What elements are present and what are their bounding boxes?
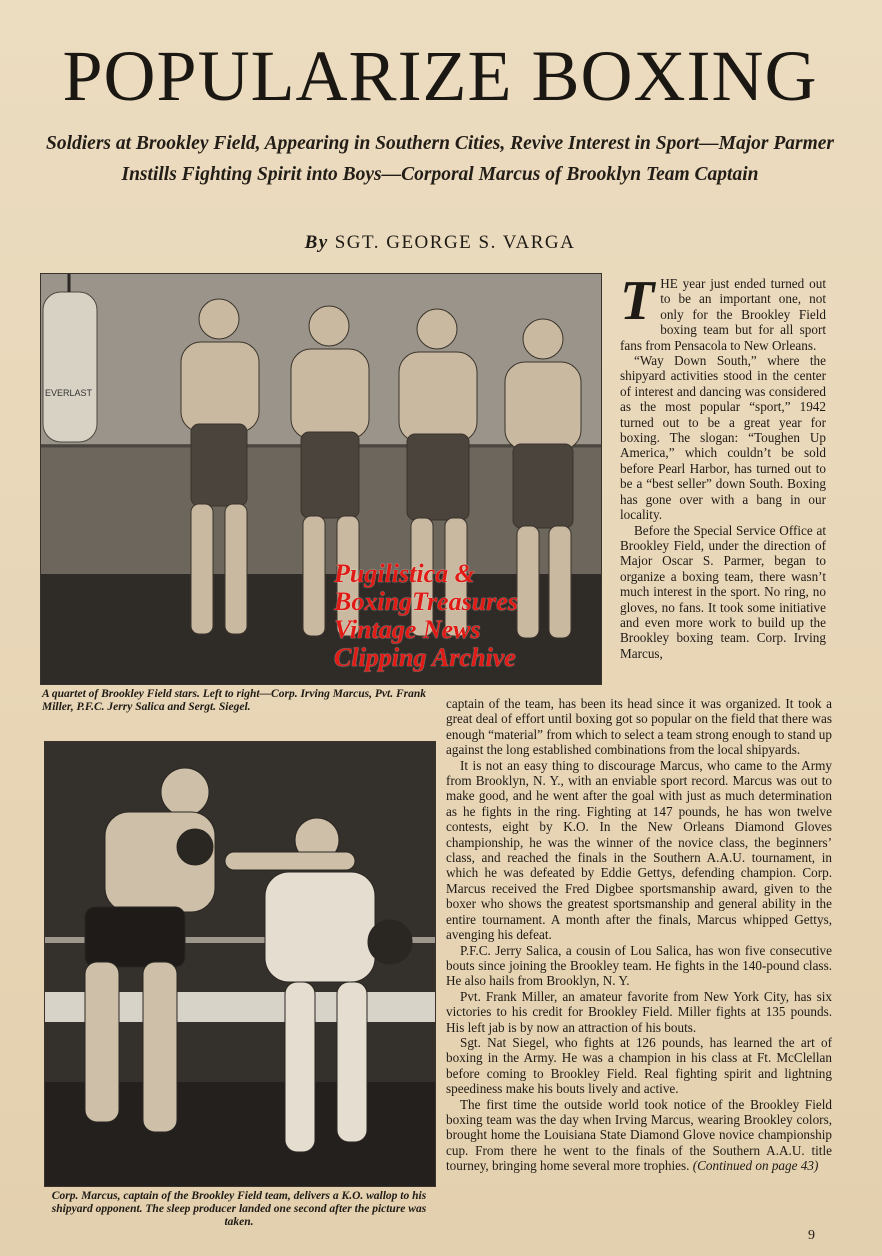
article-deck: Soldiers at Brookley Field, Appearing in Southern Cities, Revive Interest in Sport—Major Parmer Instills Fighting Spirit into Boys—Corporal Marcus of Brooklyn Team Captain: [45, 133, 835, 185]
byline: [30, 232, 850, 254]
watermark-line-4: Clipping Archive: [334, 643, 516, 672]
paragraph-1-text: HE year just ended turned out to be an important one, not only for the Brookley Field boxing team but for all sport fans from Pensacola to New Orleans.: [620, 276, 826, 353]
paragraph-3b: captain of the team, has been its head since it was organized. It took a great deal of effort until boxing got so popular on the field that there was enough “material” from which to select a team strong enough to stand up against the long established combinations from the local shipyards.: [446, 696, 832, 758]
paragraph-4: It is not an easy thing to discourage Marcus, who came to the Army from Brooklyn, N. Y., with an enviable sport record. Marcus was out to make good, and he went after the goal with just as much determination as he fights in the ring. Fighting at 147 pounds, he has won twelve contests, eight by K.O. In the New Orleans Diamond Gloves championship, he was the winner of the novice class, the beginners’ class, and reached the finals in the Southern A.A.U. tournament, in which he was defeated by Eddie Gettys, defending champion. Corp. Marcus received the Fred Digbee sportsmanship award, given to the boxer who shows the greatest sportsmanship and general ability in the entire tournament. A month after the finals, Marcus whipped Gettys, avenging his defeat.: [446, 757, 832, 943]
watermark-line-3: Vintage News: [334, 615, 481, 644]
byline-author: SGT. GEORGE S. VARGA: [334, 232, 576, 253]
knockout-photo: [44, 741, 436, 1187]
paragraph-7: Sgt. Nat Siegel, who fights at 126 pounds, has learned the art of boxing in the Army. He was a champion in his class at Ft. McClellan before coming to Brookley Field. Real fighting spirit and lightning speediness make his bouts lively and active.: [446, 1034, 832, 1097]
paragraph-3a: Before the Special Service Office at Brookley Field, under the direction of Major Oscar S. Parmer, began to organize a boxing team, there wasn’t much interest in the sport. No ring, no gloves, no fans. It took some initiative and even more work to build up the Brookley boxing team. Corp. Irving Marcus,: [620, 522, 826, 661]
paragraph-8-text: The first time the outside world took notice of the Brookley Field boxing team was the day when Irving Marcus, wearing Brookley colors, brought home the Louisiana State Diamond Glove novice championship cup. From there he went to the finals of the Southern A.A.U. title tourney, bringing home several more trophies.: [446, 1096, 832, 1174]
team-photo-caption: A quartet of Brookley Field stars. Left to right—Corp. Irving Marcus, Pvt. Frank Miller, P.F.C. Jerry Salica and Sergt. Siegel.: [42, 688, 427, 713]
continued-note: (Continued on page 43): [692, 1158, 819, 1174]
article-column-lower: [446, 696, 832, 1174]
watermark-line-1: Pugilistica &: [334, 559, 475, 588]
page-number: 9: [808, 1228, 815, 1243]
watermark-line-2: BoxingTreasures: [334, 587, 518, 616]
article-headline: POPULARIZE BOXING: [62, 36, 818, 116]
paragraph-6: Pvt. Frank Miller, an amateur favorite from New York City, has six victories to his credit for Brookley Field. Miller fights at 135 pounds. His left jab is by now an attraction of his bouts.: [446, 988, 832, 1035]
article-column-right: [620, 270, 826, 661]
knockout-photo-illustration: [45, 742, 435, 1186]
drop-cap: T: [620, 270, 655, 332]
paragraph-8: [446, 1097, 832, 1174]
paragraph-1: [620, 270, 826, 353]
paragraph-2: “Way Down South,” where the shipyard activities stood in the center of interest and dancing was considered as the most popular “sport,” 1942 turned out to be a great year for boxing. The slogan: “Toughen Up America,” which couldn’t be sold before Pearl Harbor, has turned out to be a “best seller” down South. Boxing has gone over with a bang in our locality.: [620, 353, 826, 523]
knockout-photo-caption: Corp. Marcus, captain of the Brookley Field team, delivers a K.O. wallop to his shipyard opponent. The sleep producer landed one second after the picture was taken.: [51, 1190, 427, 1228]
paragraph-5: P.F.C. Jerry Salica, a cousin of Lou Salica, has won five consecutive bouts since joining the Brookley team. He fights in the 140-pound class. He also hails from Brooklyn, N. Y.: [446, 942, 832, 989]
archive-watermark: [334, 560, 584, 672]
bag-label: EVERLAST: [45, 388, 93, 398]
byline-prefix: By: [304, 232, 329, 253]
